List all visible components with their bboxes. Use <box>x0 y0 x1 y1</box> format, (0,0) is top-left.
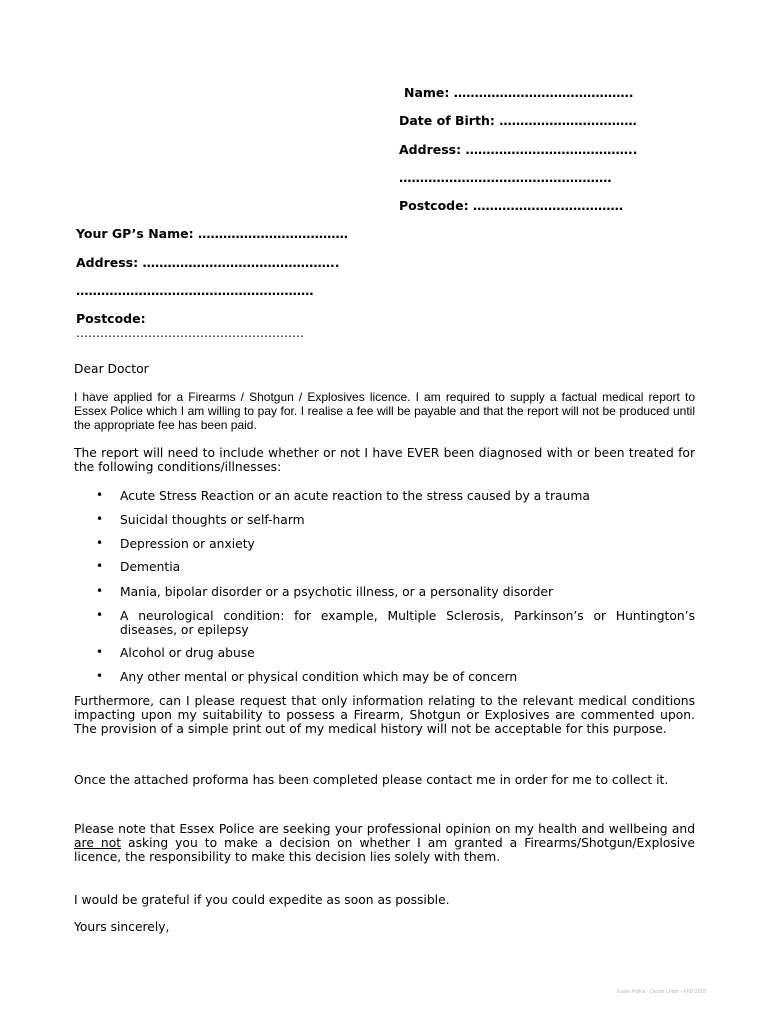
applicant-postcode-row <box>399 198 623 213</box>
gp-address-field[interactable]: ……………………………………….. <box>142 255 340 270</box>
gp-name-label: Your GP’s Name: <box>76 226 194 241</box>
applicant-dob-label: Date of Birth: <box>399 113 495 128</box>
condition-text: Suicidal thoughts or self-harm <box>120 513 305 527</box>
opinion-text-start: Please note that Essex Police are seeking your professional opinion on my health and wellbeing and <box>74 822 695 836</box>
applicant-address-label: Address: <box>399 142 462 157</box>
condition-text: A neurological condition: for example, Multiple Sclerosis, Parkinson’s or Huntington’s diseases, or epilepsy <box>120 609 695 637</box>
gp-address-row <box>76 255 339 270</box>
paragraph-collect-proforma: Once the attached proforma has been completed please contact me in order for me to collect it. <box>74 773 669 787</box>
applicant-name-field[interactable]: ……………………………………. <box>453 85 634 100</box>
paragraph-licence-application: I have applied for a Firearms / Shotgun / Explosives licence. I am required to supply a factual medical report to Essex Police which I am willing to pay for. I realise a fee will be payable and that the report will not be produced until the appropriate fee has been paid. <box>74 390 695 432</box>
applicant-dob-row <box>399 113 637 128</box>
bullet-icon: • <box>96 488 104 502</box>
applicant-name-label: Name: <box>404 85 450 100</box>
applicant-address-row <box>399 142 637 157</box>
condition-text: Alcohol or drug abuse <box>120 646 255 660</box>
paragraph-report-requirements: The report will need to include whether or not I have EVER been diagnosed with or been treated for the following conditions/illnesses: <box>74 446 695 474</box>
bullet-icon: • <box>96 512 104 526</box>
paragraph-expedite: I would be grateful if you could expedite as soon as possible. <box>74 893 450 907</box>
paragraph-relevant-information: Furthermore, can I please request that only information relating to the relevant medical conditions impacting upon my suitability to possess a Firearm, Shotgun or Explosives are commented upon. The provision of a simple print out of my medical history will not be acceptable for this purpose. <box>74 694 695 736</box>
applicant-postcode-field[interactable]: ……………………………… <box>472 198 623 213</box>
gp-address-line2-field[interactable]: ………………………………………………… <box>76 283 314 298</box>
footer-reference: Essex Police - Doctor Letter - FED 2018 <box>617 989 706 995</box>
paragraph-professional-opinion <box>74 822 695 864</box>
salutation: Dear Doctor <box>74 362 149 376</box>
gp-postcode-label: Postcode: <box>76 311 146 326</box>
gp-name-field[interactable]: ……………………………… <box>197 226 348 241</box>
applicant-postcode-label: Postcode: <box>399 198 469 213</box>
condition-text: Depression or anxiety <box>120 537 255 551</box>
are-not-emphasis: are not <box>74 836 122 850</box>
opinion-text-end: asking you to make a decision on whether I am granted a Firearms/Shotgun/Explosive licence, the responsibility to make this decision lies solely with them. <box>74 836 696 864</box>
bullet-icon: • <box>96 536 104 550</box>
applicant-address-line2-field[interactable]: …………………………………………… <box>399 170 612 185</box>
applicant-dob-field[interactable]: …………………………… <box>499 113 637 128</box>
bullet-icon: • <box>96 645 104 659</box>
condition-text: Dementia <box>120 560 181 574</box>
gp-name-row <box>76 226 348 241</box>
condition-text: Any other mental or physical condition which may be of concern <box>120 670 518 684</box>
gp-address-label: Address: <box>76 255 139 270</box>
closing: Yours sincerely, <box>74 920 170 934</box>
bullet-icon: • <box>96 559 104 573</box>
bullet-icon: • <box>96 608 104 622</box>
bullet-icon: • <box>96 669 104 683</box>
condition-text: Acute Stress Reaction or an acute reaction to the stress caused by a trauma <box>120 489 590 503</box>
applicant-address-field[interactable]: ………………………………….. <box>465 142 638 157</box>
applicant-name-row <box>404 85 634 100</box>
gp-postcode-field[interactable]: ………………………………………………… <box>76 326 304 340</box>
condition-text: Mania, bipolar disorder or a psychotic illness, or a personality disorder <box>120 585 554 599</box>
bullet-icon: • <box>96 584 104 598</box>
